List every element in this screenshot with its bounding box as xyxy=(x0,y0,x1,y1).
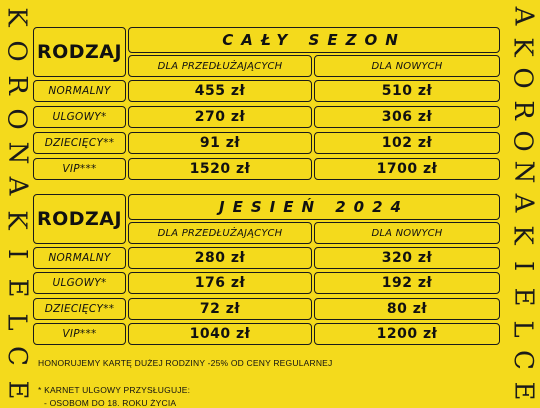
season2-row-ulgowy-label: ULGOWY* xyxy=(33,272,126,294)
season1-col-new: DLA NOWYCH xyxy=(314,55,500,77)
season1-rodzaj-header: RODZAJ xyxy=(33,27,126,77)
side-left-letter: N xyxy=(2,141,32,164)
season1-row-normalny-new: 510 zł xyxy=(314,80,500,102)
side-right-letter: O xyxy=(507,67,538,89)
side-right-letter: K xyxy=(508,225,538,245)
side-right-letter: C xyxy=(508,349,538,370)
season1-row-vip-renewing: 1520 zł xyxy=(128,158,312,180)
season2-row-dziecięcy-renewing: 72 zł xyxy=(128,298,312,320)
season2-row-ulgowy-renewing: 176 zł xyxy=(128,272,312,294)
side-left-letter: E xyxy=(1,380,32,400)
season1-row-vip-label: VIP*** xyxy=(33,158,126,180)
ulgowy-note-line: - OSOBOM DO 18. ROKU ŻYCIA xyxy=(44,398,177,408)
side-right-letter: L xyxy=(507,319,538,338)
season1-row-normalny-renewing: 455 zł xyxy=(128,80,312,102)
side-left-letter: A xyxy=(2,177,32,196)
side-left-letter: O xyxy=(1,40,32,62)
side-left-letter: K xyxy=(2,210,32,231)
side-right-letter: E xyxy=(507,287,538,307)
season1-row-ulgowy-label: ULGOWY* xyxy=(33,106,126,128)
season1-row-dziecięcy-new: 102 zł xyxy=(314,132,500,154)
season2-rodzaj-header: RODZAJ xyxy=(33,194,126,244)
side-left-letter: E xyxy=(1,278,32,298)
side-right-letter: N xyxy=(508,160,538,184)
season2-row-dziecięcy-label: DZIECIĘCY** xyxy=(33,298,126,320)
season2-col-new: DLA NOWYCH xyxy=(314,222,500,244)
season2-row-normalny-label: NORMALNY xyxy=(33,247,126,269)
side-left-letter: R xyxy=(1,74,32,95)
season2-col-renewing: DLA PRZEDŁUŻAJĄCYCH xyxy=(128,222,312,244)
side-left-letter: I xyxy=(2,249,32,260)
season1-row-dziecięcy-renewing: 91 zł xyxy=(128,132,312,154)
season2-row-vip-label: VIP*** xyxy=(33,323,126,345)
season2-title: JESIEŃ 2024 xyxy=(128,194,500,220)
season2-row-vip-renewing: 1040 zł xyxy=(128,323,312,345)
side-right-letter: I xyxy=(508,260,538,272)
season1-row-normalny-label: NORMALNY xyxy=(33,80,126,102)
side-right-letter: K xyxy=(508,37,538,57)
season1-row-ulgowy-new: 306 zł xyxy=(314,106,500,128)
side-left-letter: C xyxy=(2,346,32,366)
side-right-letter: O xyxy=(507,130,538,152)
side-left-letter: L xyxy=(1,313,32,331)
side-left-letter: K xyxy=(2,7,32,27)
side-right-letter: R xyxy=(507,99,538,120)
side-left-letter: O xyxy=(1,108,32,130)
season2-row-dziecięcy-new: 80 zł xyxy=(314,298,500,320)
family-card-note: HONORUJEMY KARTĘ DUŻEJ RODZINY -25% OD CENY REGULARNEJ xyxy=(38,358,333,368)
season2-row-ulgowy-new: 192 zł xyxy=(314,272,500,294)
side-right-letter: A xyxy=(508,6,538,26)
season1-row-dziecięcy-label: DZIECIĘCY** xyxy=(33,132,126,154)
season1-col-renewing: DLA PRZEDŁUŻAJĄCYCH xyxy=(128,55,312,77)
season1-title: CAŁY SEZON xyxy=(128,27,500,53)
side-right-letter: A xyxy=(508,194,538,213)
side-right-letter: E xyxy=(507,381,538,401)
season2-row-vip-new: 1200 zł xyxy=(314,323,500,345)
season1-row-vip-new: 1700 zł xyxy=(314,158,500,180)
season1-row-ulgowy-renewing: 270 zł xyxy=(128,106,312,128)
season2-row-normalny-new: 320 zł xyxy=(314,247,500,269)
season2-row-normalny-renewing: 280 zł xyxy=(128,247,312,269)
ulgowy-note-title: * KARNET ULGOWY PRZYSŁUGUJE: xyxy=(38,385,191,395)
side-decor-left xyxy=(0,0,34,407)
side-decor-right xyxy=(506,0,540,407)
